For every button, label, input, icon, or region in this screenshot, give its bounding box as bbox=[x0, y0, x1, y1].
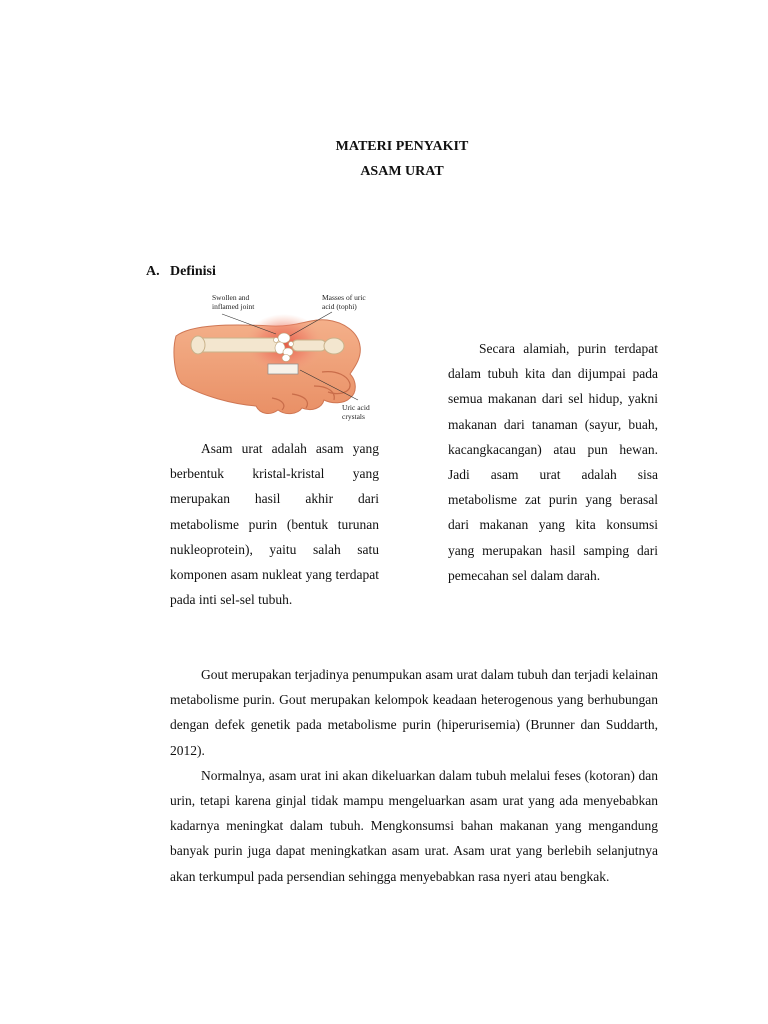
metatarsal-bone bbox=[196, 338, 282, 352]
document-title-line-1: MATERI PENYAKIT bbox=[335, 139, 469, 154]
figure-label-swollen-2: inflamed joint bbox=[212, 302, 255, 311]
figure-label-swollen-1: Swollen and bbox=[212, 293, 250, 302]
figure-label-masses-2: acid (tophi) bbox=[322, 302, 357, 311]
phalanx-bone bbox=[292, 340, 326, 351]
paragraph-normalnya: Normalnya, asam urat ini akan dikeluarkan dalam tubuh melalui feses (kotoran) dan urin, tetapi karena ginjal tidak mampu mengeluarkan asam urat yang ada menyebabkan kadarnya meningkat dalam tubuh. Mengkonsumsi bahan makanan yang mengandung banyak purin juga dapat meningkatkan asam urat. Asam urat yang berlebih selanjutnya akan terkumpul pada persendian sehingga menyebabkan rasa nyeri atau bengkak. bbox=[170, 767, 658, 884]
figure-label-crystals-1: Uric acid bbox=[342, 403, 370, 412]
section-number: A. bbox=[146, 264, 160, 279]
document-title-line-2: ASAM URAT bbox=[360, 164, 444, 179]
body-paragraphs bbox=[170, 662, 658, 889]
figure-label-masses-1: Masses of uric bbox=[322, 293, 366, 302]
definition-right-column: Secara alamiah, purin terdapat dalam tubuh kita dan dijumpai pada semua makanan dari sel hidup, yakni makanan dari tanaman (sayur, buah, kacangkacangan) atau pun hewan. Jadi asam urat adalah sisa metabolisme zat purin yang berasal dari makanan yang kita konsumsi yang merupakan hasil samping dari pemecahan sel dalam darah. bbox=[448, 341, 658, 583]
gout-foot-illustration bbox=[172, 288, 382, 432]
section-heading-definisi bbox=[146, 263, 216, 281]
paragraph-gout: Gout merupakan terjadinya penumpukan asam urat dalam tubuh dan terjadi kelainan metabolisme purin. Gout merupakan kelompok keadaan heterogenous yang berhubungan dengan defek genetik pada metabolisme purin (hiperurisemia) (Brunner dan Suddarth, 2012). bbox=[170, 667, 658, 758]
figure-label-crystals-2: crystals bbox=[342, 412, 365, 421]
definition-left-column: Asam urat adalah asam yang berbentuk kristal-kristal yang merupakan hasil akhir dari metabolisme purin (bentuk turunan nukleoprotein), yaitu salah satu komponen asam nukleat yang terdapat pada inti sel-sel tubuh. bbox=[170, 441, 379, 608]
section-title: Definisi bbox=[170, 264, 216, 279]
